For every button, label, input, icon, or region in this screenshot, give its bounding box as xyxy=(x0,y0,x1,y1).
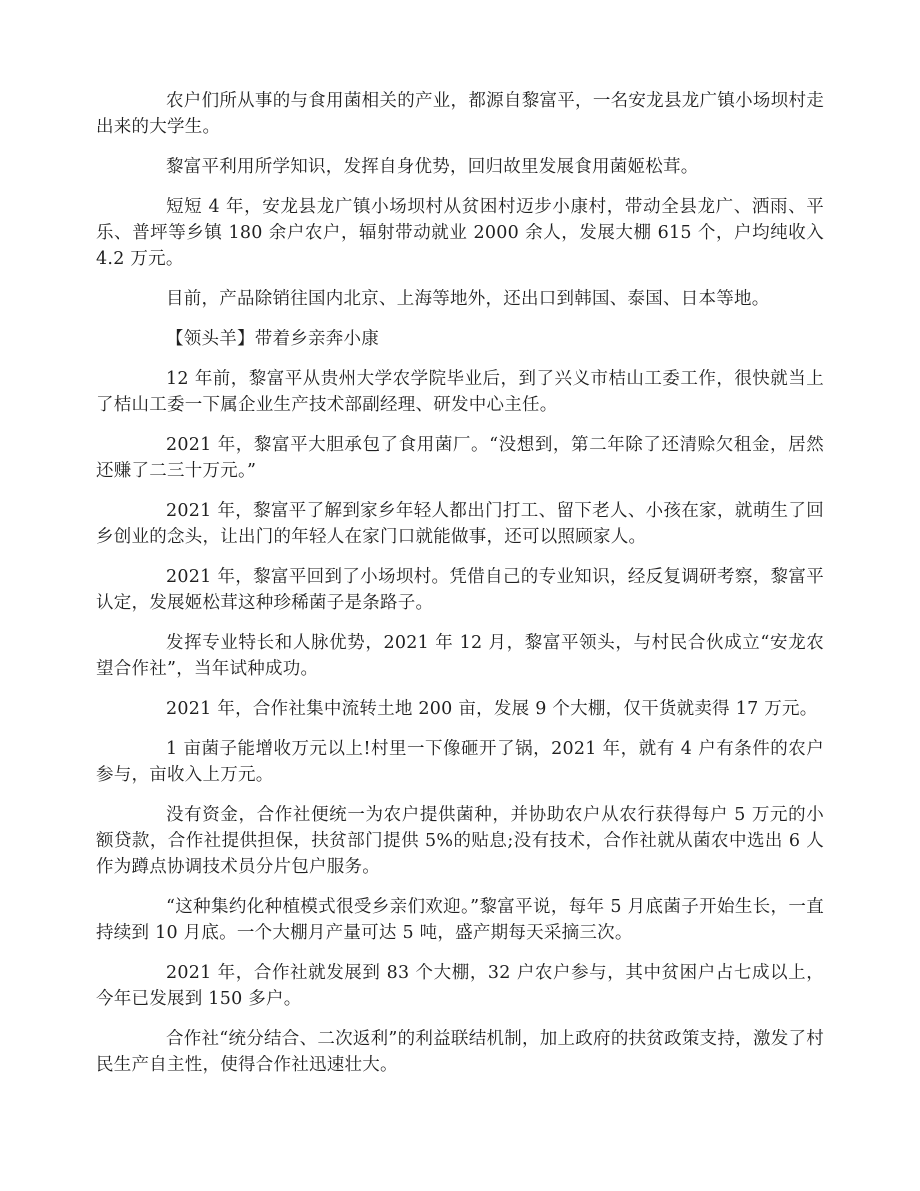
paragraph: 发挥专业特长和人脉优势，2021 年 12 月，黎富平领头，与村民合伙成立“安龙农望合作社”，当年试种成功。 xyxy=(96,633,824,679)
paragraph: 12 年前，黎富平从贵州大学农学院毕业后，到了兴义市桔山工委工作，很快就当上了桔山工委一下属企业生产技术部副经理、研发中心主任。 xyxy=(96,369,824,415)
paragraph: 2021 年，黎富平回到了小场坝村。凭借自己的专业知识，经反复调研考察，黎富平认定，发展姬松茸这种珍稀菌子是条路子。 xyxy=(96,567,824,613)
paragraph: 2021 年，黎富平大胆承包了食用菌厂。“没想到，第二年除了还清赊欠租金，居然还赚了二三十万元。” xyxy=(96,435,824,481)
section-heading: 【领头羊】带着乡亲奔小康 xyxy=(166,329,379,349)
document-body xyxy=(96,88,824,1078)
paragraph: 2021 年，合作社集中流转土地 200 亩，发展 9 个大棚，仅干货就卖得 17 万元。 xyxy=(166,699,818,719)
paragraph: 农户们所从事的与食用菌相关的产业，都源自黎富平，一名安龙县龙广镇小场坝村走出来的大学生。 xyxy=(96,91,824,137)
paragraph: 没有资金，合作社便统一为农户提供菌种，并协助农户从农行获得每户 5 万元的小额贷款，合作社提供担保，扶贫部门提供 5%的贴息;没有技术，合作社就从菌农中选出 6 人作为蹲点协调技术员分片包户服务。 xyxy=(96,805,824,877)
paragraph: “这种集约化种植模式很受乡亲们欢迎。”黎富平说，每年 5 月底菌子开始生长，一直持续到 10 月底。一个大棚月产量可达 5 吨，盛产期每天采摘三次。 xyxy=(96,897,824,943)
paragraph: 目前，产品除销往国内北京、上海等地外，还出口到韩国、泰国、日本等地。 xyxy=(166,289,770,309)
paragraph: 2021 年，合作社就发展到 83 个大棚，32 户农户参与，其中贫困户占七成以上，今年已发展到 150 多户。 xyxy=(96,963,824,1009)
paragraph: 短短 4 年，安龙县龙广镇小场坝村从贫困村迈步小康村，带动全县龙广、洒雨、平乐、普坪等乡镇 180 余户农户，辐射带动就业 2000 余人，发展大棚 615 个，户均纯收入 4.2 万元。 xyxy=(96,197,824,269)
paragraph: 2021 年，黎富平了解到家乡年轻人都出门打工、留下老人、小孩在家，就萌生了回乡创业的念头，让出门的年轻人在家门口就能做事，还可以照顾家人。 xyxy=(96,501,824,547)
paragraph: 1 亩菌子能增收万元以上!村里一下像砸开了锅，2021 年，就有 4 户有条件的农户参与，亩收入上万元。 xyxy=(96,739,824,785)
paragraph: 黎富平利用所学知识，发挥自身优势，回归故里发展食用菌姬松茸。 xyxy=(166,157,699,177)
paragraph: 合作社“统分结合、二次返利”的利益联结机制，加上政府的扶贫政策支持，激发了村民生产自主性，使得合作社迅速壮大。 xyxy=(96,1029,824,1075)
